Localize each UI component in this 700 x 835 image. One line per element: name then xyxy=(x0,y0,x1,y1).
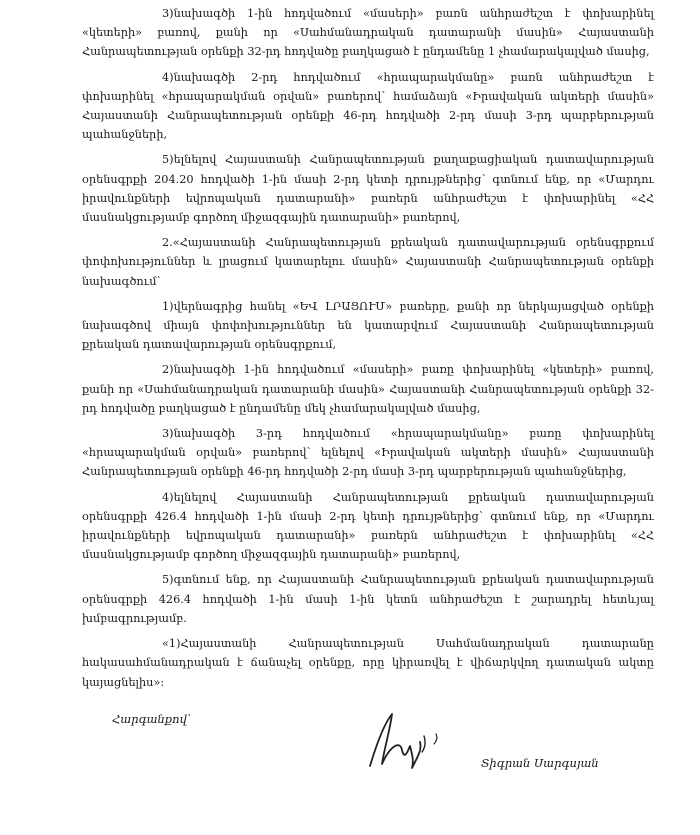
handwritten-signature xyxy=(362,706,482,776)
item-number: 5) xyxy=(162,153,174,167)
paragraph-text: նախագծի 1-ին հոդվածում «մասերի» բառը փոխարինել «կետերի» բառով, քանի որ «Սահմանադրական դատարանի մասին» Հայաստանի Հանրապետության օրենքի 32-րդ հոդվածը բաղկացած է ընդամենը մեկ չհամարակալված մասից, xyxy=(82,363,654,415)
paragraph-text: նախագծի 2-րդ հոդվածում «հրապարակմանը» բառն անհրաժեշտ է փոխարինել «հրապարակման օրվան» բառերով՝ համաձայն «Իրավական ակտերի մասին» Հայաստանի Հանրապետության օրենքի 46-րդ հոդվածի 2-րդ մասի 3-րդ պարբերության պահանջների, xyxy=(82,70,654,142)
paragraph-text: «Հայաստանի Հանրապետության քրեական դատավարության օրենսգրքում փոփոխություններ և լրացում կատարելու մասին» Հայաստանի Հանրապետության օրենքի նախագծում՝ xyxy=(82,236,654,288)
paragraph-text: նախագծի 1-ին հոդվածում «մասերի» բառն անհրաժեշտ է փոխարինել «կետերի» բառով, քանի որ «Սահմանադրական դատարանի մասին» Հայաստանի Հանրապետության օրենքի 32-րդ հոդվածը բաղկացած է ընդամենը 1 չհամարակալված մասից, xyxy=(82,7,654,59)
paragraph xyxy=(82,4,654,62)
paragraph xyxy=(82,488,654,565)
paragraph-text: նախագծի 3-րդ հոդվածում «հրապարակմանը» բառը փոխարինել «հրապարակման օրվան» բառերով՝ ելնելով «Իրավական ակտերի մասին» Հայաստանի Հանրապետության օրենքի 46-րդ հոդվածի 2-րդ մասի 3-րդ պարբերության պահանջներից, xyxy=(82,427,654,479)
paragraph xyxy=(82,360,654,418)
item-number: «1) xyxy=(162,637,181,651)
paragraph-text: գտնում ենք, որ Հայաստանի Հանրապետության քրեական դատավարության օրենսգրքի 426.4 հոդվածի 1-ին մասի 1-ին կետն անհրաժեշտ է շարադրել հետևյալ խմբագրությամբ. xyxy=(82,573,654,625)
paragraph-text: Հայաստանի Հանրապետության Սահմանադրական դատարանը հակասահմանադրական է ճանաչել օրենքը, որը կիրառվել է վիճարկվող դատական ակտը կայացնելիս»: xyxy=(82,637,654,689)
paragraph-text: վերնագրից հանել «ԵՎ ԼՐԱՑՈՒՄ» բառերը, քանի որ ներկայացված օրենքի նախագծով միայն փոփոխություններ են կատարվում Հայաստանի Հանրապետության քրեական դատավարության օրենսգրքում, xyxy=(82,299,654,352)
paragraph-text: ելնելով Հայաստանի Հանրապետության քրեական դատավարության օրենսգրքի 426.4 հոդվածի 1-ին մասի 2-րդ կետի դրույթներից՝ գտնում ենք, որ «Մարդու իրավունքների եվրոպական դատարանի» բառերն անհրաժեշտ է փոխարինել «ՀՀ մասնակցությամբ գործող միջազգային դատարանի» բառերով, xyxy=(82,490,654,562)
closing-salutation: Հարգանքով՝ xyxy=(112,712,192,726)
item-number: 4) xyxy=(162,70,174,84)
paragraph xyxy=(82,570,654,628)
item-number: 4) xyxy=(162,490,174,504)
paragraph-text: ելնելով Հայաստանի Հանրապետության քաղաքացիական դատավարության օրենսգրքի 204.20 հոդվածի 1-ին մասի 2-րդ կետի դրույթներից՝ գտնում ենք, որ «Մարդու իրավունքների եվրոպական դատարանի» բառերն անհրաժեշտ է փոխարինել «ՀՀ մասնակցությամբ գործող միջազգային դատարանի» բառերով, xyxy=(82,153,654,225)
paragraph xyxy=(82,634,654,692)
signer-name: Տիգրան Սարգսյան xyxy=(481,756,599,770)
document-body xyxy=(82,0,654,698)
item-number: 5) xyxy=(162,573,174,587)
paragraph xyxy=(82,150,654,227)
item-number: 3) xyxy=(162,7,174,20)
item-number: 2) xyxy=(162,363,174,377)
item-number: 3) xyxy=(162,427,174,441)
paragraph xyxy=(82,297,654,355)
item-number: 2. xyxy=(162,236,173,250)
paragraph xyxy=(82,68,654,145)
item-number: 1) xyxy=(162,299,174,313)
paragraph xyxy=(82,233,654,291)
paragraph xyxy=(82,424,654,482)
